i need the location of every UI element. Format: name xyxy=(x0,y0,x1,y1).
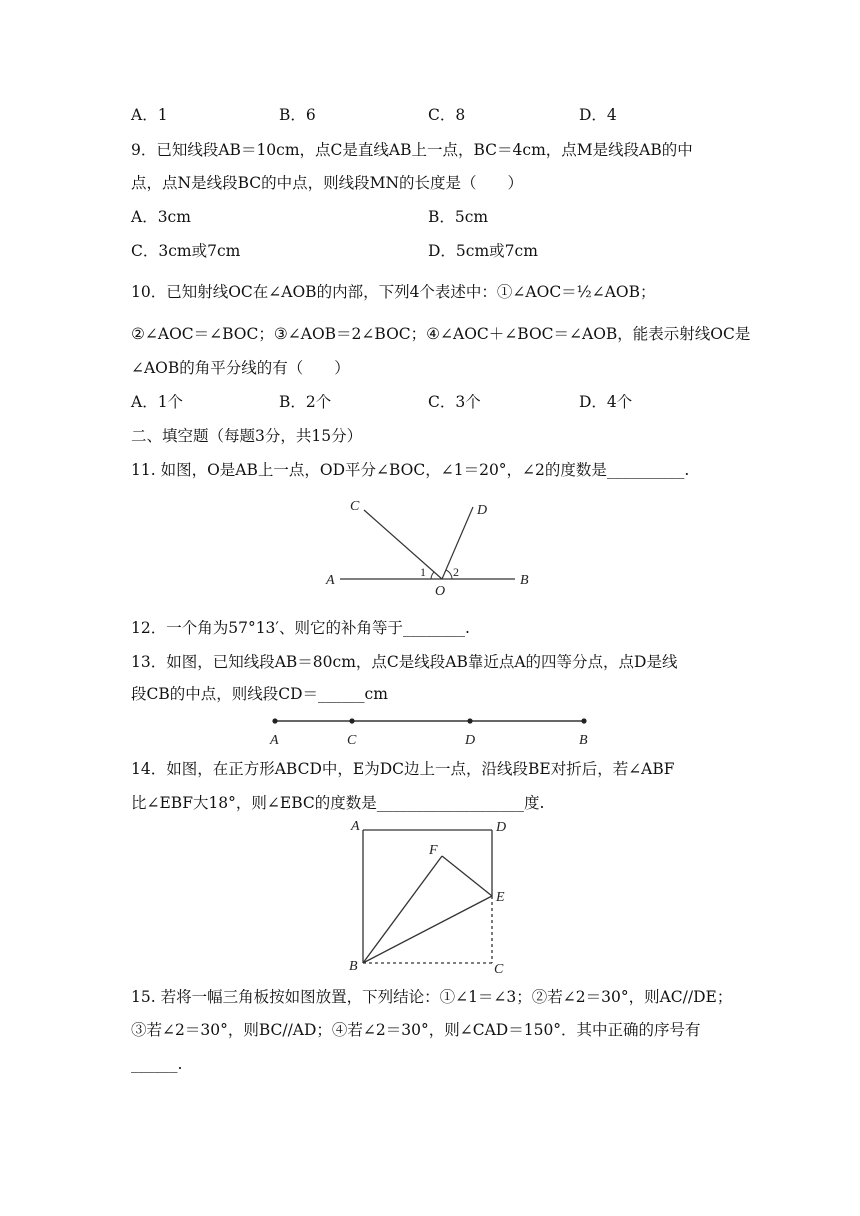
label-a: A xyxy=(326,573,335,588)
q8-option-d: D．4 xyxy=(579,106,617,124)
q10-option-d: D．4个 xyxy=(579,393,633,411)
q10-option-a: A．1个 xyxy=(131,393,184,411)
label-b: B xyxy=(520,573,529,588)
angle-1-arc xyxy=(431,572,434,579)
point-d xyxy=(467,718,472,723)
label-a: A xyxy=(351,819,360,834)
label-c: C xyxy=(350,499,360,514)
section-title: 二、填空题（每题3分，共15分） xyxy=(131,427,363,445)
q15-line-1: 15. 若将一幅三角板按如图放置，下列结论：①∠1＝∠3；②若∠2＝30°，则AC//DE； xyxy=(131,988,733,1006)
segment-fe xyxy=(442,856,492,896)
q14-square-figure xyxy=(345,818,515,978)
q10-option-b: B．2个 xyxy=(279,393,332,411)
label-o: O xyxy=(435,584,446,598)
q8-option-b: B．6 xyxy=(279,106,316,124)
q13-line-1: 13．如图，已知线段AB＝80cm，点C是线段AB靠近点A的四等分点，点D是线 xyxy=(131,653,678,671)
q11-text: 11. 如图，O是AB上一点，OD平分∠BOC，∠1＝20°，∠2的度数是__________. xyxy=(131,461,690,479)
label-c: C xyxy=(347,733,357,748)
q8-option-c: C．8 xyxy=(428,106,466,124)
label-b: B xyxy=(349,959,358,974)
q13-segment-figure xyxy=(262,710,602,750)
label-b: B xyxy=(579,733,588,748)
label-c: C xyxy=(494,962,504,977)
label-d: D xyxy=(465,733,476,748)
point-a xyxy=(272,718,277,723)
q10-line-2: ②∠AOC＝∠BOC；③∠AOB＝2∠BOC；④∠AOC＋∠BOC＝∠AOB，能表示射线OC是 xyxy=(131,325,751,343)
q10-line-1: 10．已知射线OC在∠AOB的内部，下列4个表述中：①∠AOC＝½∠AOB； xyxy=(131,283,656,301)
q9-option-d: D．5cm或7cm xyxy=(428,242,538,260)
q15-line-2: ③若∠2＝30°，则BC//AD；④若∠2＝30°，则∠CAD＝150°．其中正确的序号有 xyxy=(131,1021,701,1039)
q9-option-a: A．3cm xyxy=(131,208,191,226)
q10-line-3: ∠AOB的角平分线的有（ ） xyxy=(131,359,350,377)
label-2: 2 xyxy=(453,565,459,579)
label-a: A xyxy=(270,733,279,748)
q8-option-a: A．1 xyxy=(131,106,168,124)
q9-option-c: C．3cm或7cm xyxy=(131,242,241,260)
angle-2-arc xyxy=(446,570,452,579)
point-c xyxy=(349,718,354,723)
q11-angle-figure xyxy=(320,492,540,598)
q9-option-b: B．5cm xyxy=(428,208,489,226)
q14-line-2: 比∠EBF大18°，则∠EBC的度数是___________________度. xyxy=(131,794,545,812)
label-1: 1 xyxy=(420,565,426,579)
q13-line-2: 段CB的中点，则线段CD＝______cm xyxy=(131,685,388,703)
label-d: D xyxy=(477,503,488,518)
q12-text: 12．一个角为57°13′、则它的补角等于________. xyxy=(131,619,470,637)
q14-line-1: 14．如图，在正方形ABCD中，E为DC边上一点，沿线段BE对折后，若∠ABF xyxy=(131,760,675,778)
point-b xyxy=(581,718,586,723)
q9-line-2: 点，点N是线段BC的中点，则线段MN的长度是（ ） xyxy=(131,174,524,192)
q15-line-3: ______. xyxy=(131,1055,183,1073)
ray-oc xyxy=(364,510,442,579)
segment-bf xyxy=(363,856,442,963)
q9-line-1: 9．已知线段AB＝10cm，点C是直线AB上一点，BC＝4cm，点M是线段AB的中 xyxy=(131,141,693,159)
label-f: F xyxy=(429,843,438,858)
segment-be xyxy=(363,896,492,963)
label-d: D xyxy=(496,820,507,835)
label-e: E xyxy=(496,890,505,905)
q10-option-c: C．3个 xyxy=(428,393,481,411)
